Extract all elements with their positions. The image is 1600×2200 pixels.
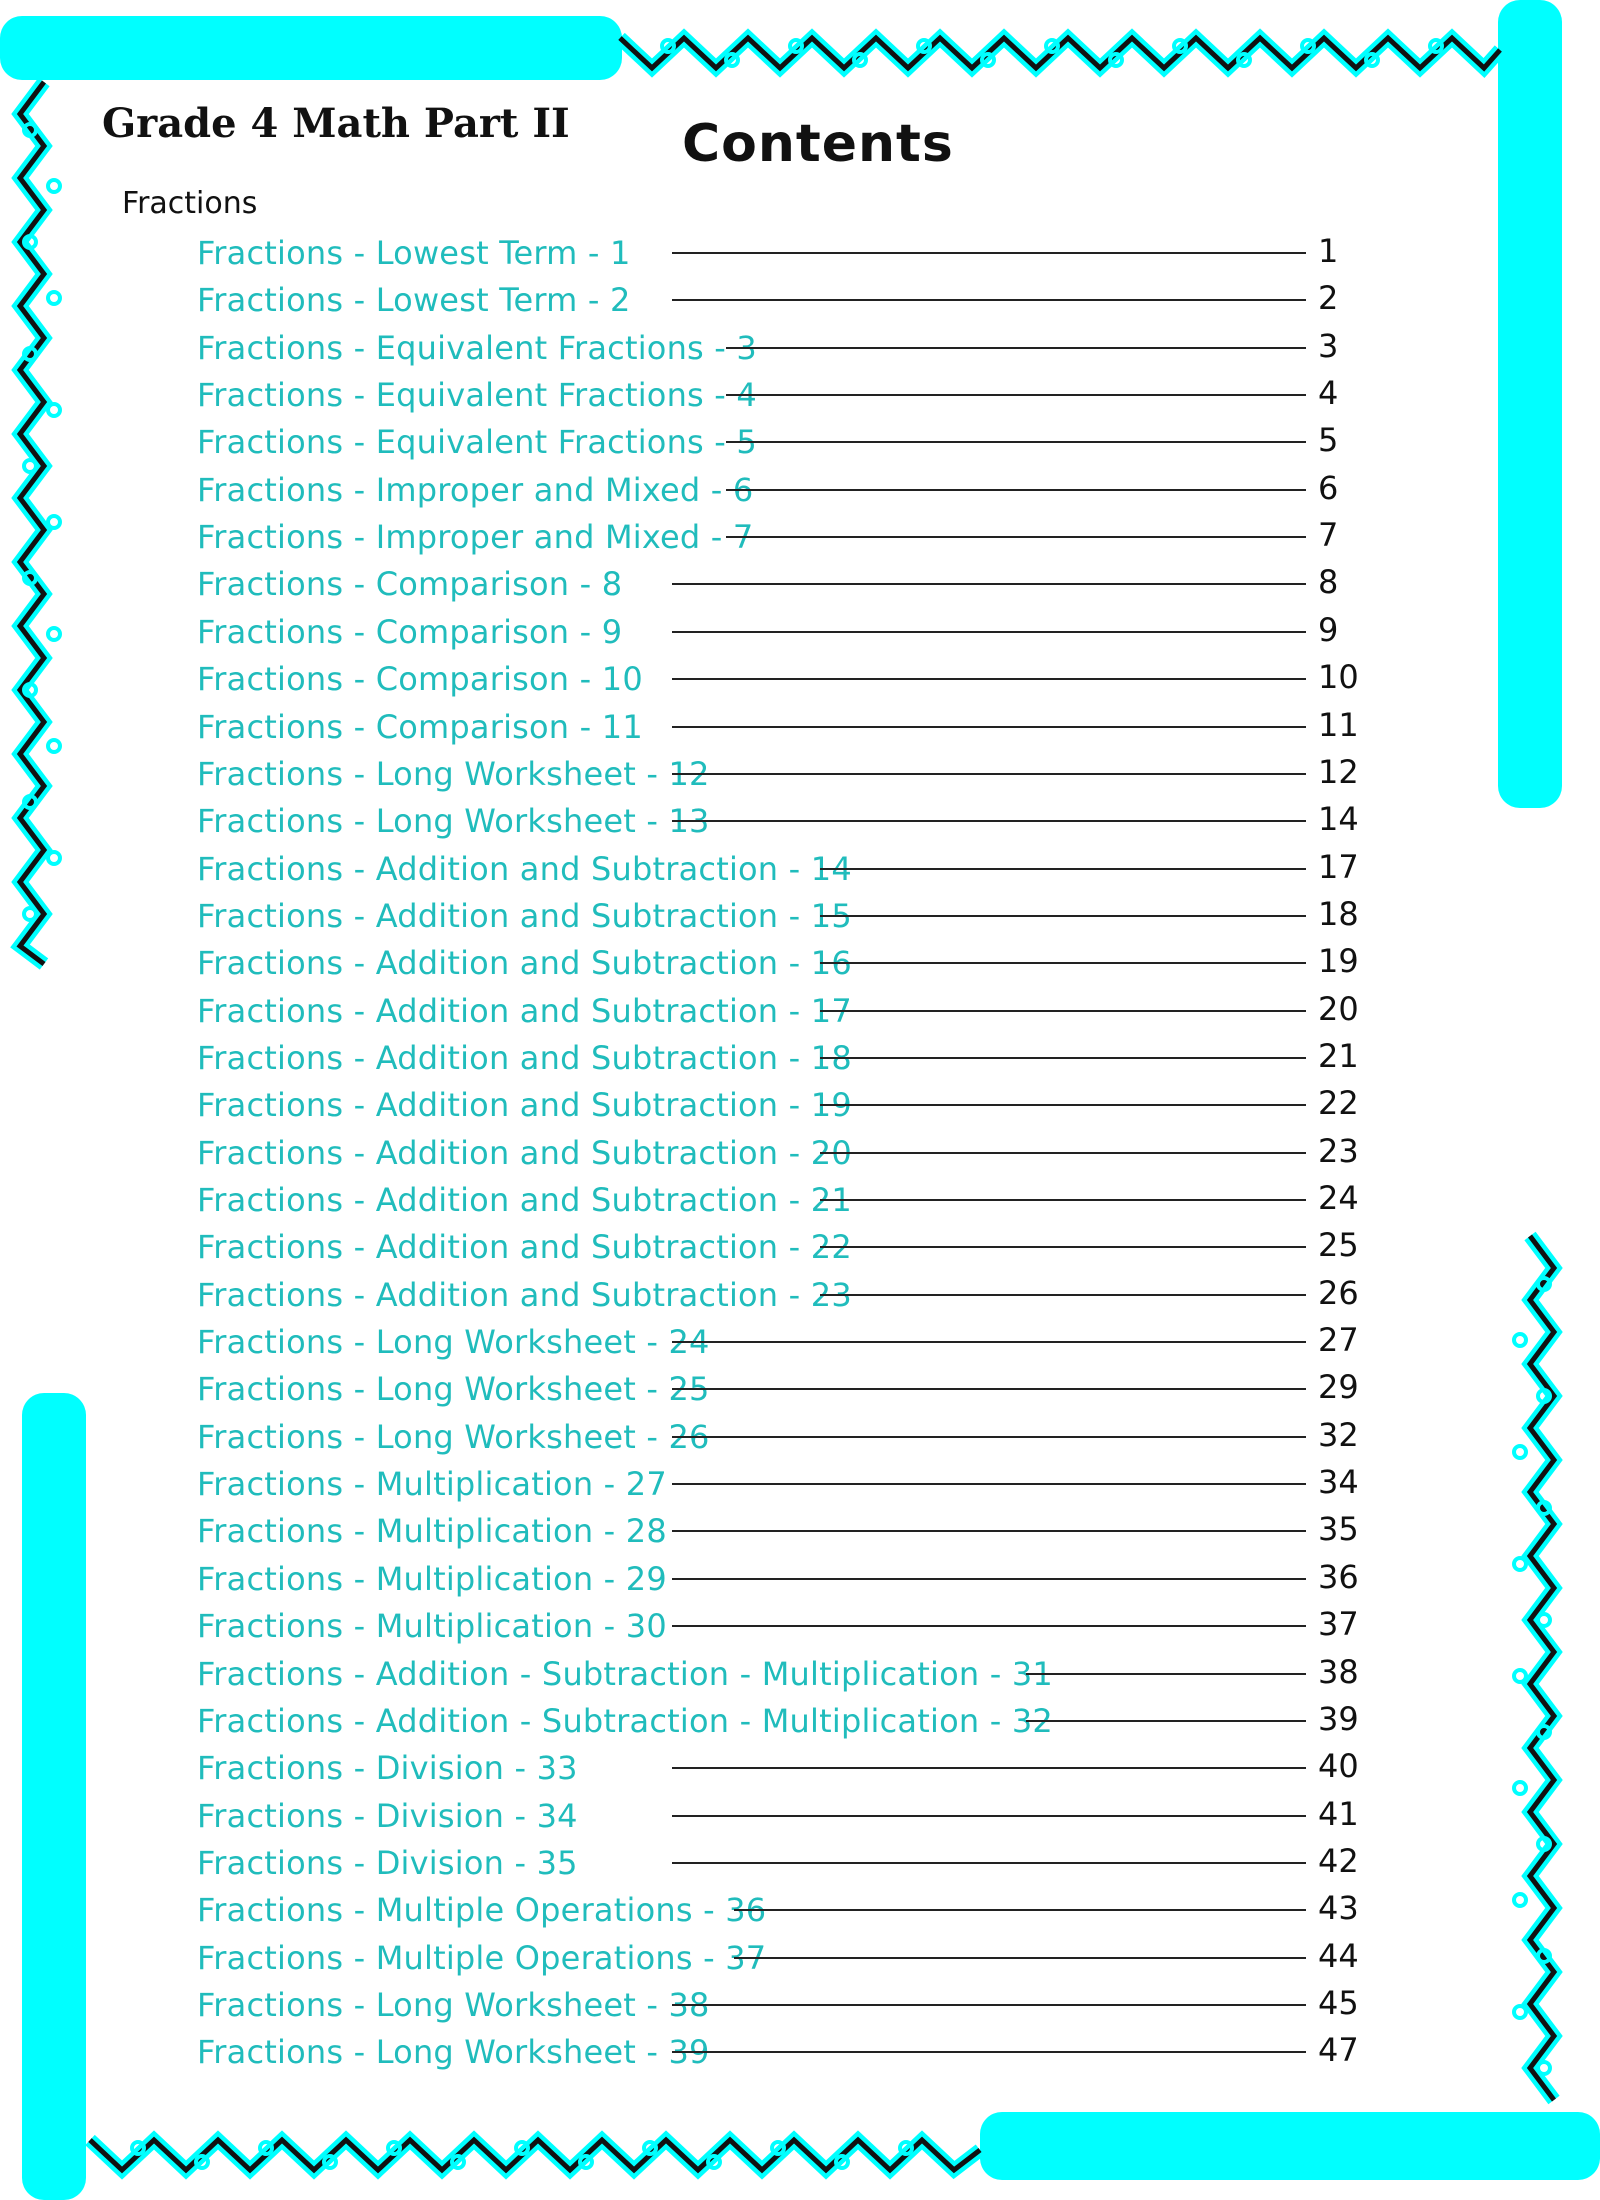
toc-entry[interactable]: [0, 1933, 1600, 1980]
toc-entry-page-number: 26: [1318, 1273, 1359, 1312]
toc-entry[interactable]: [0, 228, 1600, 275]
toc-entry-label[interactable]: Fractions - Long Worksheet - 38: [197, 1985, 710, 2024]
toc-entry-label[interactable]: Fractions - Long Worksheet - 12: [197, 754, 710, 793]
toc-entry[interactable]: [0, 512, 1600, 559]
toc-entry-page-number: 3: [1318, 326, 1339, 365]
toc-entry-page-number: 43: [1318, 1889, 1359, 1928]
toc-entry[interactable]: [0, 1364, 1600, 1411]
toc-leader-line: [726, 347, 1306, 349]
toc-leader-line: [672, 299, 1306, 301]
toc-entry-label[interactable]: Fractions - Long Worksheet - 24: [197, 1323, 710, 1362]
toc-entry-page-number: 25: [1318, 1226, 1359, 1265]
toc-entry-label[interactable]: Fractions - Addition and Subtraction - 14: [197, 849, 852, 888]
toc-leader-line: [672, 1625, 1306, 1627]
toc-leader-line: [820, 1152, 1306, 1154]
toc-entry-label[interactable]: Fractions - Addition and Subtraction - 16: [197, 944, 852, 983]
toc-leader-line: [820, 1199, 1306, 1201]
toc-entry-page-number: 39: [1318, 1699, 1359, 1738]
toc-leader-line: [820, 1246, 1306, 1248]
toc-entry[interactable]: [0, 1175, 1600, 1222]
toc-entry[interactable]: [0, 1838, 1600, 1885]
toc-entry-page-number: 37: [1318, 1605, 1359, 1644]
toc-leader-line: [820, 1104, 1306, 1106]
toc-entry-page-number: 4: [1318, 374, 1339, 413]
toc-entry[interactable]: [0, 1885, 1600, 1932]
toc-leader-line: [726, 536, 1306, 538]
toc-leader-line: [726, 489, 1306, 491]
toc-entry[interactable]: [0, 1412, 1600, 1459]
toc-leader-line: [672, 1341, 1306, 1343]
toc-entry-label[interactable]: Fractions - Comparison - 8: [197, 565, 623, 604]
toc-leader-line: [672, 631, 1306, 633]
toc-entry-page-number: 34: [1318, 1463, 1359, 1502]
toc-entry-page-number: 10: [1318, 658, 1359, 697]
toc-leader-line: [734, 1957, 1306, 1959]
toc-entry-label[interactable]: Fractions - Multiplication - 29: [197, 1559, 667, 1598]
toc-entry-page-number: 23: [1318, 1131, 1359, 1170]
book-title: Grade 4 Math Part II: [102, 100, 570, 147]
toc-entry-label[interactable]: Fractions - Addition and Subtraction - 21: [197, 1181, 852, 1219]
toc-entry[interactable]: [0, 323, 1600, 370]
toc-entry-page-number: 20: [1318, 989, 1359, 1028]
toc-leader-line: [672, 1815, 1306, 1817]
toc-entry-page-number: 7: [1318, 516, 1339, 555]
toc-entry-label[interactable]: Fractions - Multiplication - 27: [197, 1465, 667, 1504]
toc-entry-page-number: 40: [1318, 1747, 1359, 1786]
toc-entry-label[interactable]: Fractions - Multiple Operations - 37: [197, 1938, 767, 1977]
toc-entry[interactable]: [0, 702, 1600, 749]
toc-entry-page-number: 24: [1318, 1179, 1359, 1217]
toc-entry-label[interactable]: Fractions - Division - 35: [197, 1843, 578, 1882]
toc-leader-line: [672, 583, 1306, 585]
toc-entry-label[interactable]: Fractions - Long Worksheet - 26: [197, 1417, 710, 1456]
toc-entry[interactable]: [0, 1080, 1600, 1127]
toc-entry-page-number: 12: [1318, 752, 1359, 791]
toc-entry-page-number: 38: [1318, 1652, 1359, 1691]
toc-entry[interactable]: [0, 891, 1600, 938]
toc-leader-line: [726, 441, 1306, 443]
toc-entry[interactable]: [0, 607, 1600, 654]
toc-leader-line: [672, 726, 1306, 728]
toc-entry-label[interactable]: Fractions - Addition - Subtraction - Multiplication - 32: [197, 1701, 1053, 1740]
toc-leader-line: [1026, 1673, 1306, 1675]
toc-leader-line: [820, 1294, 1306, 1296]
toc-leader-line: [820, 962, 1306, 964]
toc-entry[interactable]: [0, 1270, 1600, 1317]
toc-leader-line: [672, 1862, 1306, 1864]
toc-leader-line: [820, 915, 1306, 917]
toc-leader-line: [672, 1436, 1306, 1438]
toc-entry[interactable]: [0, 1459, 1600, 1506]
toc-entry-label[interactable]: Fractions - Lowest Term - 1: [197, 234, 631, 272]
toc-entry-label[interactable]: Fractions - Multiple Operations - 36: [197, 1891, 767, 1930]
toc-entry-label[interactable]: Fractions - Equivalent Fractions - 4: [197, 376, 757, 415]
toc-entry-page-number: 2: [1318, 279, 1339, 318]
toc-entry-page-number: 21: [1318, 1036, 1359, 1075]
toc-entry-page-number: 45: [1318, 1983, 1359, 2022]
toc-entry-page-number: 47: [1318, 2031, 1359, 2070]
toc-leader-line: [726, 394, 1306, 396]
toc-leader-line: [672, 2051, 1306, 2053]
toc-entry-page-number: 42: [1318, 1841, 1359, 1880]
toc-entry[interactable]: [0, 275, 1600, 322]
toc-entry[interactable]: [0, 1317, 1600, 1364]
toc-entry-label[interactable]: Fractions - Addition and Subtraction - 22: [197, 1228, 852, 1267]
toc-leader-line: [1026, 1720, 1306, 1722]
toc-leader-line: [672, 1388, 1306, 1390]
toc-entry-page-number: 9: [1318, 610, 1339, 649]
toc-entry[interactable]: [0, 559, 1600, 606]
toc-entry-label[interactable]: Fractions - Equivalent Fractions - 5: [197, 423, 757, 462]
toc-entry[interactable]: [0, 417, 1600, 464]
toc-entry[interactable]: [0, 465, 1600, 512]
toc-entry-page-number: 11: [1318, 705, 1359, 744]
toc-entry[interactable]: [0, 654, 1600, 701]
toc-entry[interactable]: [0, 1601, 1600, 1648]
toc-entry-page-number: 29: [1318, 1368, 1359, 1407]
toc-entry-label[interactable]: Fractions - Multiplication - 30: [197, 1607, 667, 1646]
toc-entry[interactable]: [0, 1649, 1600, 1696]
toc-entry-label[interactable]: Fractions - Equivalent Fractions - 3: [197, 328, 757, 367]
toc-entry-page-number: 8: [1318, 563, 1339, 602]
toc-entry-label[interactable]: Fractions - Addition - Subtraction - Multiplication - 31: [197, 1654, 1053, 1693]
toc-entry[interactable]: [0, 1222, 1600, 1269]
toc-entry-label[interactable]: Fractions - Comparison - 11: [197, 707, 643, 746]
toc-entry-label[interactable]: Fractions - Addition and Subtraction - 17: [197, 991, 852, 1030]
toc-entry[interactable]: [0, 2027, 1600, 2074]
toc-entry-page-number: 14: [1318, 800, 1359, 839]
toc-entry-page-number: 18: [1318, 894, 1359, 933]
toc-entry[interactable]: [0, 1791, 1600, 1838]
toc-entry-label[interactable]: Fractions - Improper and Mixed - 7: [197, 518, 754, 557]
toc-entry-label[interactable]: Fractions - Improper and Mixed - 6: [197, 470, 754, 509]
toc-leader-line: [820, 868, 1306, 870]
toc-entry[interactable]: [0, 1743, 1600, 1790]
toc-leader-line: [734, 1909, 1306, 1911]
contents-heading: Contents: [682, 114, 954, 174]
toc-entry[interactable]: [0, 1033, 1600, 1080]
toc-entry[interactable]: [0, 749, 1600, 796]
toc-entry-page-number: 6: [1318, 468, 1339, 507]
toc-entry[interactable]: [0, 1506, 1600, 1553]
toc-leader-line: [672, 820, 1306, 822]
toc-entry-page-number: 17: [1318, 847, 1359, 886]
toc-entry[interactable]: [0, 1554, 1600, 1601]
toc-entry-label[interactable]: Fractions - Long Worksheet - 13: [197, 802, 710, 841]
toc-entry-label[interactable]: Fractions - Division - 33: [197, 1749, 578, 1788]
toc-leader-line: [672, 678, 1306, 680]
toc-entry-page-number: 36: [1318, 1557, 1359, 1596]
toc-entry-page-number: 1: [1318, 232, 1339, 270]
toc-entry-label[interactable]: Fractions - Long Worksheet - 25: [197, 1370, 710, 1409]
toc-entry-label[interactable]: Fractions - Addition and Subtraction - 15: [197, 896, 852, 935]
toc-leader-line: [672, 773, 1306, 775]
toc-entry-page-number: 35: [1318, 1510, 1359, 1549]
toc-leader-line: [672, 252, 1306, 254]
toc-entry-label[interactable]: Fractions - Addition and Subtraction - 19: [197, 1086, 852, 1125]
toc-entry-label[interactable]: Fractions - Comparison - 10: [197, 660, 643, 699]
toc-entry-label[interactable]: Fractions - Long Worksheet - 39: [197, 2033, 710, 2072]
toc-entry[interactable]: [0, 370, 1600, 417]
toc-entry[interactable]: [0, 796, 1600, 843]
toc-entry-label[interactable]: Fractions - Addition and Subtraction - 20: [197, 1133, 852, 1172]
toc-leader-line: [672, 1483, 1306, 1485]
toc-leader-line: [672, 1530, 1306, 1532]
toc-entry[interactable]: [0, 1696, 1600, 1743]
toc-entry-label[interactable]: Fractions - Lowest Term - 2: [197, 281, 631, 320]
toc-leader-line: [672, 1578, 1306, 1580]
toc-entry-page-number: 44: [1318, 1936, 1359, 1975]
toc-entry-page-number: 32: [1318, 1415, 1359, 1454]
toc-entry-page-number: 5: [1318, 421, 1339, 460]
toc-entry-page-number: 27: [1318, 1321, 1359, 1360]
toc-entry-page-number: 41: [1318, 1794, 1359, 1833]
toc-entry[interactable]: [0, 844, 1600, 891]
toc-entry[interactable]: [0, 1128, 1600, 1175]
toc-entry-label[interactable]: Fractions - Comparison - 9: [197, 612, 623, 651]
toc-leader-line: [820, 1010, 1306, 1012]
toc-entry-page-number: 22: [1318, 1084, 1359, 1123]
toc-leader-line: [672, 1767, 1306, 1769]
toc-entry-label[interactable]: Fractions - Multiplication - 28: [197, 1512, 667, 1551]
toc-entry-page-number: 19: [1318, 942, 1359, 981]
toc-entry[interactable]: [0, 986, 1600, 1033]
toc-entry-label[interactable]: Fractions - Addition and Subtraction - 18: [197, 1038, 852, 1077]
toc-entry-label[interactable]: Fractions - Division - 34: [197, 1796, 578, 1835]
toc-entry[interactable]: [0, 1980, 1600, 2027]
toc-entry[interactable]: [0, 938, 1600, 985]
toc-leader-line: [672, 2004, 1306, 2006]
toc-entry-label[interactable]: Fractions - Addition and Subtraction - 23: [197, 1275, 852, 1314]
section-title: Fractions: [122, 186, 258, 221]
toc-leader-line: [820, 1057, 1306, 1059]
